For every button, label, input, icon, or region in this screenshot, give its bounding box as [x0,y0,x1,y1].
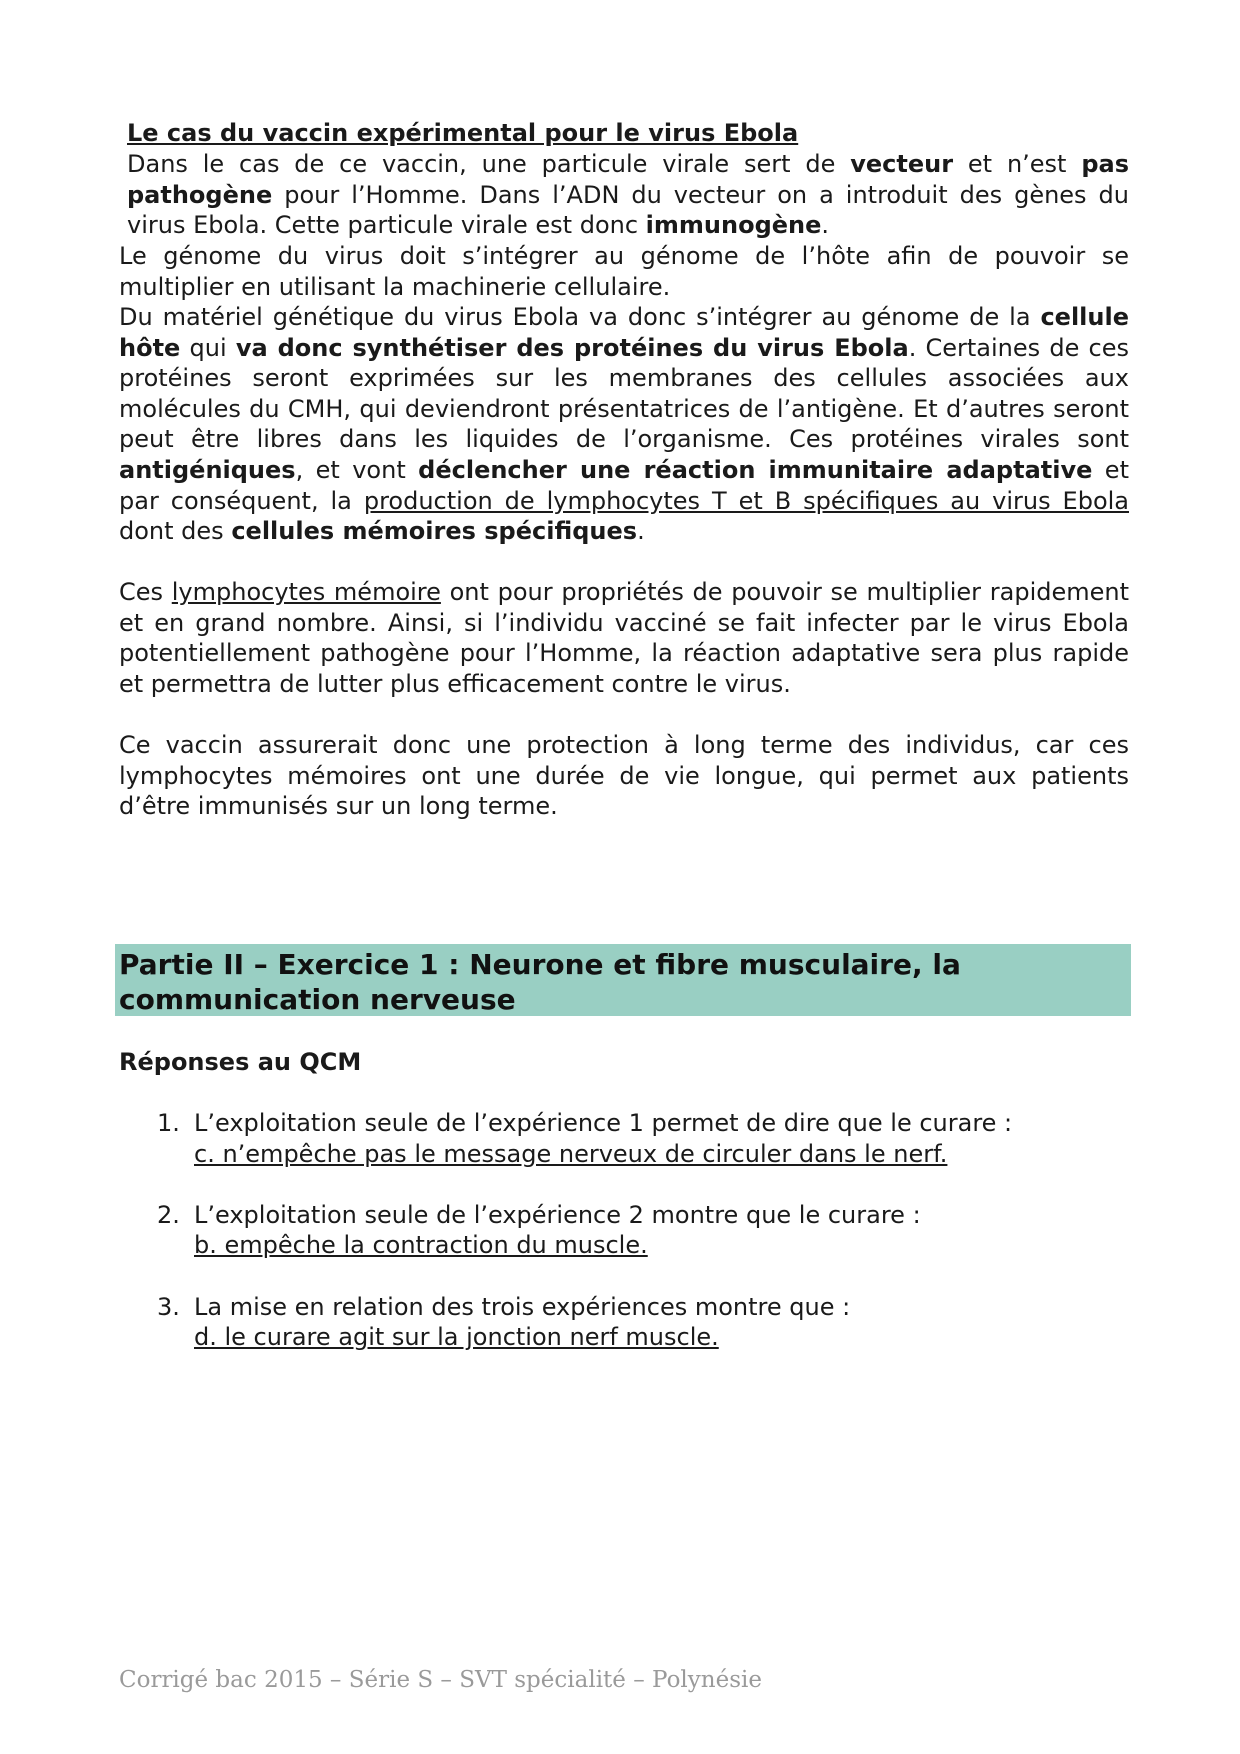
section-title: Le cas du vaccin expérimental pour le virus Ebola [127,119,799,147]
item-number: 1. [157,1109,180,1137]
qcm-answer: c. n’empêche pas le message nerveux de circuler dans le nerf. [194,1139,948,1168]
list-item [119,1108,1129,1169]
qcm-question: L’exploitation seule de l’expérience 2 montre que le curare : [194,1200,921,1229]
item-number: 2. [157,1200,180,1229]
qcm-question: L’exploitation seule de l’expérience 1 permet de dire que le curare : [194,1109,1013,1137]
qcm-question: La mise en relation des trois expériences montre que : [194,1292,851,1321]
qcm-title: Réponses au QCM [119,1048,362,1076]
qcm-answer: d. le curare agit sur la jonction nerf muscle. [194,1323,719,1352]
paragraph-proteins: Du matériel génétique du virus Ebola va donc s’intégrer au génome de la cellule hôte qui va donc synthétiser des protéines du virus Ebola. Certaines de ces protéines seront exprimées sur les membranes des cellules associées aux molécules du CMH, qui deviendront présentatrices de l’antigène. Et d’autres seront peut être libres dans les liquides de l’organisme. Ces protéines virales sont antigéniques, et vont déclencher une réaction immunitaire adaptative et par conséquent, la production de lymphocytes T et B spécifiques au virus Ebola dont des cellules mémoires spécifiques. [119,303,1129,546]
qcm-answer: b. empêche la contraction du muscle. [194,1231,648,1260]
list-item [119,1292,1129,1353]
list-item [119,1200,1129,1261]
page-footer: Corrigé bac 2015 – Série S – SVT spécialité – Polynésie [119,1667,762,1693]
paragraph-protection: Ce vaccin assurerait donc une protection à long terme des individus, car ces lymphocytes mémoires ont une durée de vie longue, qui permet aux patients d’être immunisés sur un long terme. [119,731,1129,821]
paragraph-genome: Le génome du virus doit s’intégrer au génome de l’hôte afin de pouvoir se multiplier en utilisant la machinerie cellulaire. [119,242,1129,301]
exercise-header: Partie II – Exercice 1 : Neurone et fibre musculaire, la communication nerveuse [115,944,1131,1016]
paragraph-vector: Dans le cas de ce vaccin, une particule virale sert de vecteur et n’est pas pathogène pour l’Homme. Dans l’ADN du vecteur on a introduit des gènes du virus Ebola. Cette particule virale est donc immunogène. [127,150,1129,240]
item-number: 3. [157,1292,180,1321]
paragraph-memory-lymphocytes: Ces lymphocytes mémoire ont pour propriétés de pouvoir se multiplier rapidement et en grand nombre. Ainsi, si l’individu vacciné se fait infecter par le virus Ebola potentiellement pathogène pour l’Homme, la réaction adaptative sera plus rapide et permettra de lutter plus efficacement contre le virus. [119,578,1129,698]
qcm-list [119,1108,1129,1383]
